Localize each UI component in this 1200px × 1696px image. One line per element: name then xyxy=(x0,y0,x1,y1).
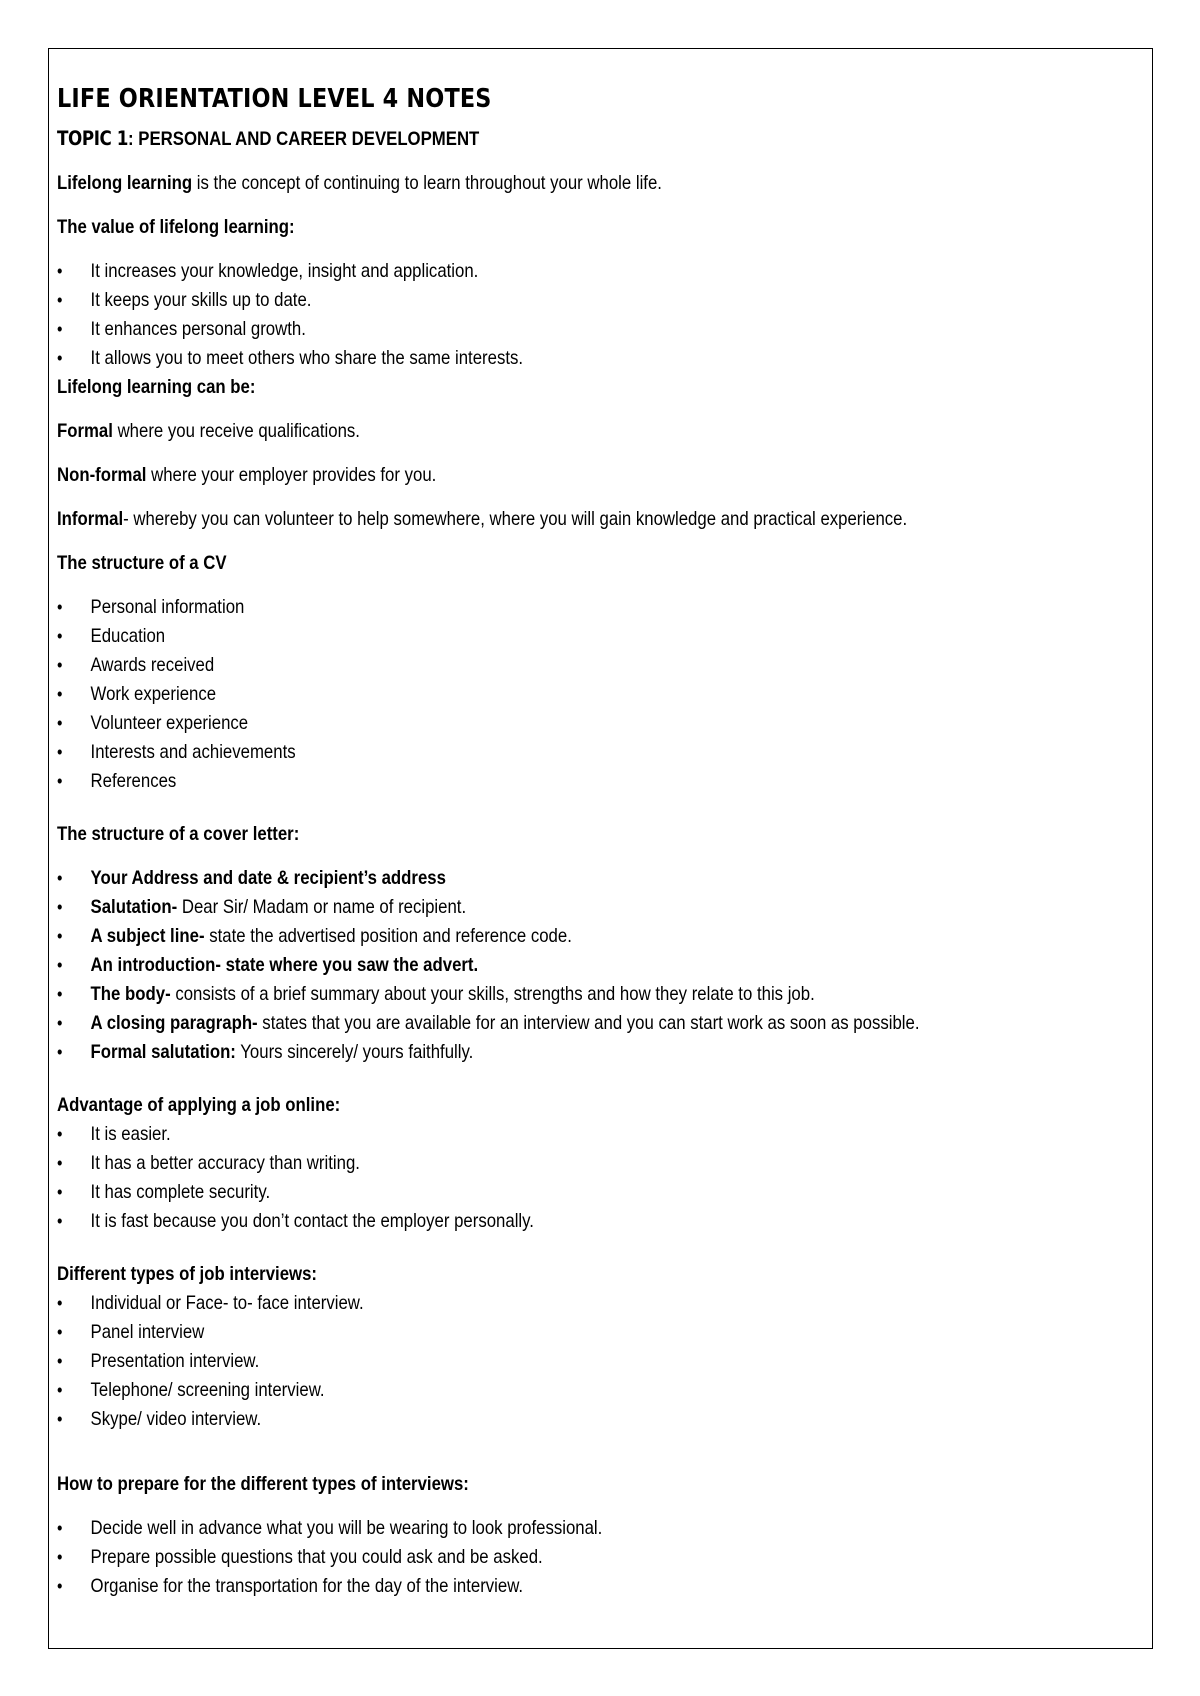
section-spacer xyxy=(57,1434,1142,1470)
informal-text: - whereby you can volunteer to help somewhere, where you will gain knowledge and practical experience. xyxy=(123,508,908,530)
list-item: • Awards received xyxy=(57,651,1142,680)
topic-text: : PERSONAL AND CAREER DEVELOPMENT xyxy=(128,128,480,150)
cover-letter-heading: The structure of a cover letter: xyxy=(57,823,300,845)
item-term: Formal salutation: xyxy=(90,1041,236,1063)
formal-term: Formal xyxy=(57,420,113,442)
document-title: LIFE ORIENTATION LEVEL 4 NOTES xyxy=(57,84,492,114)
item-term: Salutation- xyxy=(90,896,178,918)
topic-tag: TOPIC 1 xyxy=(57,127,129,150)
lifelong-definition xyxy=(57,169,1142,198)
nonformal-line xyxy=(57,461,1142,490)
interview-types-heading: Different types of job interviews: xyxy=(57,1263,317,1285)
item-term: An introduction- state where you saw the advert. xyxy=(90,954,479,976)
nonformal-text: where your employer provides for you. xyxy=(146,464,437,486)
can-be-heading: Lifelong learning can be: xyxy=(57,376,256,398)
item-text: Yours sincerely/ yours faithfully. xyxy=(235,1041,474,1063)
list-item: • It is easier. xyxy=(57,1120,1142,1149)
list-item: • Telephone/ screening interview. xyxy=(57,1376,1142,1405)
list-item: • Panel interview xyxy=(57,1318,1142,1347)
prepare-list xyxy=(57,1514,1142,1601)
list-item: • Individual or Face- to- face interview. xyxy=(57,1289,1142,1318)
item-term: A closing paragraph- xyxy=(90,1012,258,1034)
interview-types-list xyxy=(57,1289,1142,1434)
online-list xyxy=(57,1120,1142,1236)
informal-line xyxy=(57,505,1142,534)
item-text: states that you are available for an interview and you can start work as soon as possible. xyxy=(257,1012,920,1034)
list-item: • It has complete security. xyxy=(57,1178,1142,1207)
notes-document xyxy=(57,82,1142,1601)
list-item: • It keeps your skills up to date. xyxy=(57,286,1142,315)
item-text: consists of a brief summary about your skills, strengths and how they relate to this job. xyxy=(170,983,815,1005)
list-item: • It is fast because you don’t contact the employer personally. xyxy=(57,1207,1142,1236)
informal-term: Informal xyxy=(57,508,124,530)
cv-list xyxy=(57,593,1142,796)
list-item: • It enhances personal growth. xyxy=(57,315,1142,344)
list-item: • Volunteer experience xyxy=(57,709,1142,738)
list-item: • It has a better accuracy than writing. xyxy=(57,1149,1142,1178)
value-list xyxy=(57,257,1142,373)
list-item: • Personal information xyxy=(57,593,1142,622)
formal-text: where you receive qualifications. xyxy=(112,420,360,442)
lifelong-term: Lifelong learning xyxy=(57,172,193,194)
list-item xyxy=(57,1009,1142,1038)
list-item xyxy=(57,864,1142,893)
list-item: • Presentation interview. xyxy=(57,1347,1142,1376)
value-heading: The value of lifelong learning: xyxy=(57,216,295,238)
list-item: • Education xyxy=(57,622,1142,651)
list-item: • Interests and achievements xyxy=(57,738,1142,767)
list-item xyxy=(57,922,1142,951)
list-item xyxy=(57,951,1142,980)
list-item: • Prepare possible questions that you could ask and be asked. xyxy=(57,1543,1142,1572)
list-item xyxy=(57,893,1142,922)
list-item: • References xyxy=(57,767,1142,796)
list-item: • Skype/ video interview. xyxy=(57,1405,1142,1434)
list-item: • It allows you to meet others who share the same interests. xyxy=(57,344,1142,373)
list-item xyxy=(57,980,1142,1009)
formal-line xyxy=(57,417,1142,446)
list-item: • Work experience xyxy=(57,680,1142,709)
nonformal-term: Non-formal xyxy=(57,464,147,486)
topic-heading xyxy=(57,124,1142,154)
lifelong-text: is the concept of continuing to learn throughout your whole life. xyxy=(192,172,662,194)
item-term: Your Address and date & recipient’s address xyxy=(90,867,446,889)
online-heading: Advantage of applying a job online: xyxy=(57,1094,341,1116)
list-item: • Decide well in advance what you will be wearing to look professional. xyxy=(57,1514,1142,1543)
item-text: state the advertised position and reference code. xyxy=(204,925,572,947)
list-item: • Organise for the transportation for the day of the interview. xyxy=(57,1572,1142,1601)
cv-heading: The structure of a CV xyxy=(57,552,227,574)
item-term: The body- xyxy=(90,983,171,1005)
list-item: • It increases your knowledge, insight and application. xyxy=(57,257,1142,286)
prepare-heading: How to prepare for the different types of interviews: xyxy=(57,1473,469,1495)
item-text: Dear Sir/ Madam or name of recipient. xyxy=(177,896,467,918)
list-item xyxy=(57,1038,1142,1067)
item-term: A subject line- xyxy=(90,925,205,947)
cover-letter-list xyxy=(57,864,1142,1067)
